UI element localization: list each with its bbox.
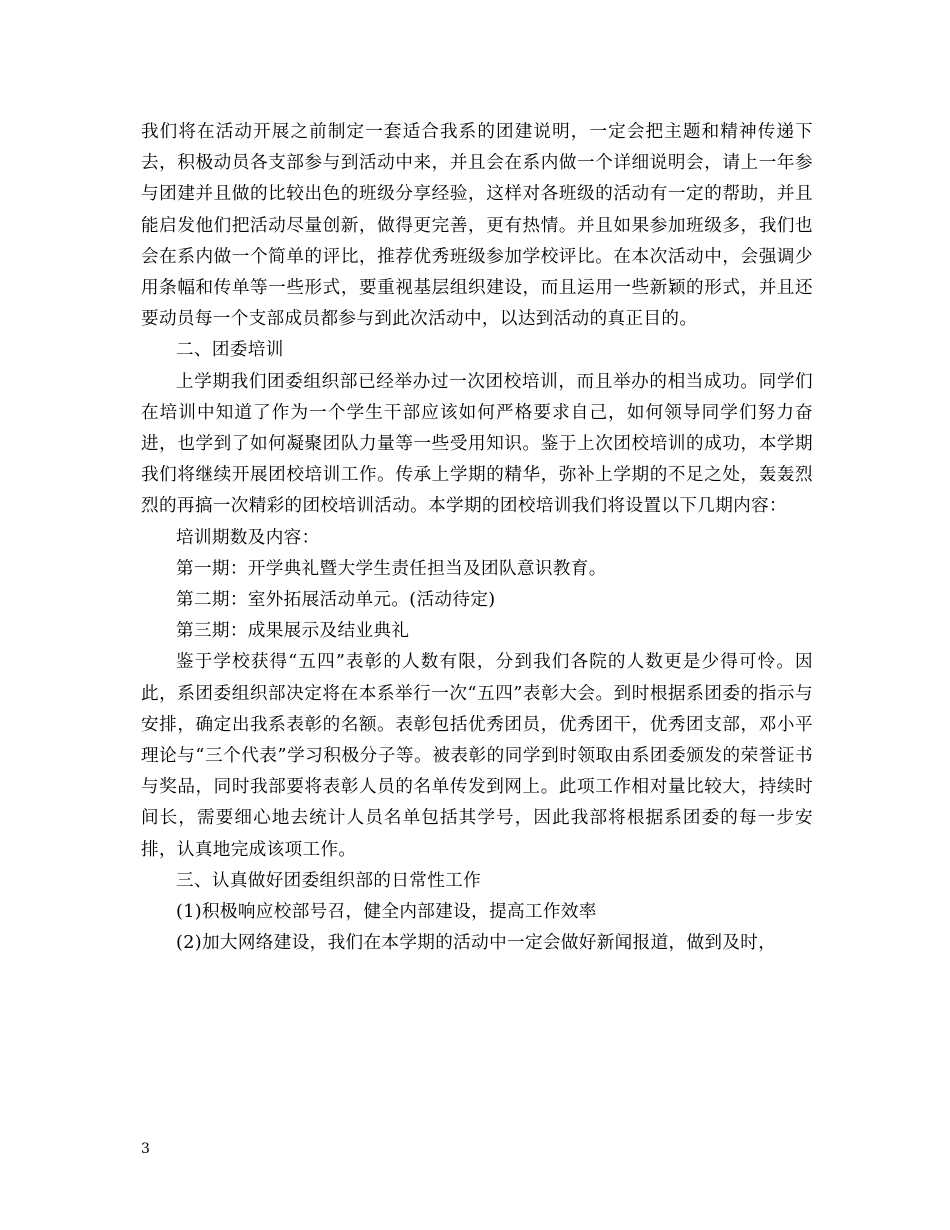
page-number: 3 xyxy=(141,1141,150,1157)
section-heading-daily-work: 三、认真做好团委组织部的日常性工作 xyxy=(176,870,482,891)
paragraph-training-overview: 上学期我们团委组织部已经举办过一次团校培训，而且举办的相当成功。同学们在培训中知道了作为一个学生干部应该如何严格要求自己，如何领导同学们努力奋进，也学到了如何凝聚团队力量等一些受用知识。鉴于上次团校培训的成功，本学期我们将继续开展团校培训工作。传承上学期的精华，弥补上学期的不足之处，轰轰烈烈的再搞一次精彩的团校培训活动。本学期的团校培训我们将设置以下几期内容： xyxy=(141,371,813,517)
section-heading-league-training: 二、团委培训 xyxy=(176,340,284,361)
training-session-2: 第二期：室外拓展活动单元。(活动待定) xyxy=(176,590,496,611)
document-body xyxy=(141,117,813,959)
paragraph-may-fourth-awards: 鉴于学校获得“五四”表彰的人数有限，分到我们各院的人数更是少得可怜。因此，系团委组织部决定将在本系举行一次“五四”表彰大会。到时根据系团委的指示与安排，确定出我系表彰的名额。表彰包括优秀团员，优秀团干，优秀团支部，邓小平理论与“三个代表”学习积极分子等。被表彰的同学到时领取由系团委颁发的荣誉证书与奖品，同时我部要将表彰人员的名单传发到网上。此项工作相对量比较大，持续时间长，需要细心地去统计人员名单包括其学号，因此我部将根据系团委的每一步安排，认真地完成该项工作。 xyxy=(141,652,813,860)
daily-work-item-2: (2)加大网络建设，我们在本学期的活动中一定会做好新闻报道，做到及时， xyxy=(176,933,777,954)
daily-work-item-1: (1)积极响应校部号召，健全内部建设，提高工作效率 xyxy=(176,902,597,923)
paragraph-team-building-plan: 我们将在活动开展之前制定一套适合我系的团建说明，一定会把主题和精神传递下去，积极动员各支部参与到活动中来，并且会在系内做一个详细说明会，请上一年参与团建并且做的比较出色的班级分享经验，这样对各班级的活动有一定的帮助，并且能启发他们把活动尽量创新，做得更完善，更有热情。并且如果参加班级多，我们也会在系内做一个简单的评比，推荐优秀班级参加学校评比。在本次活动中，会强调少用条幅和传单等一些形式，要重视基层组织建设，而且运用一些新颖的形式，并且还要动员每一个支部成员都参与到此次活动中，以达到活动的真正目的。 xyxy=(141,122,813,330)
training-session-3: 第三期：成果展示及结业典礼 xyxy=(176,621,410,642)
training-session-1: 第一期：开学典礼暨大学生责任担当及团队意识教育。 xyxy=(176,558,607,579)
training-sessions-heading: 培训期数及内容： xyxy=(176,527,320,548)
